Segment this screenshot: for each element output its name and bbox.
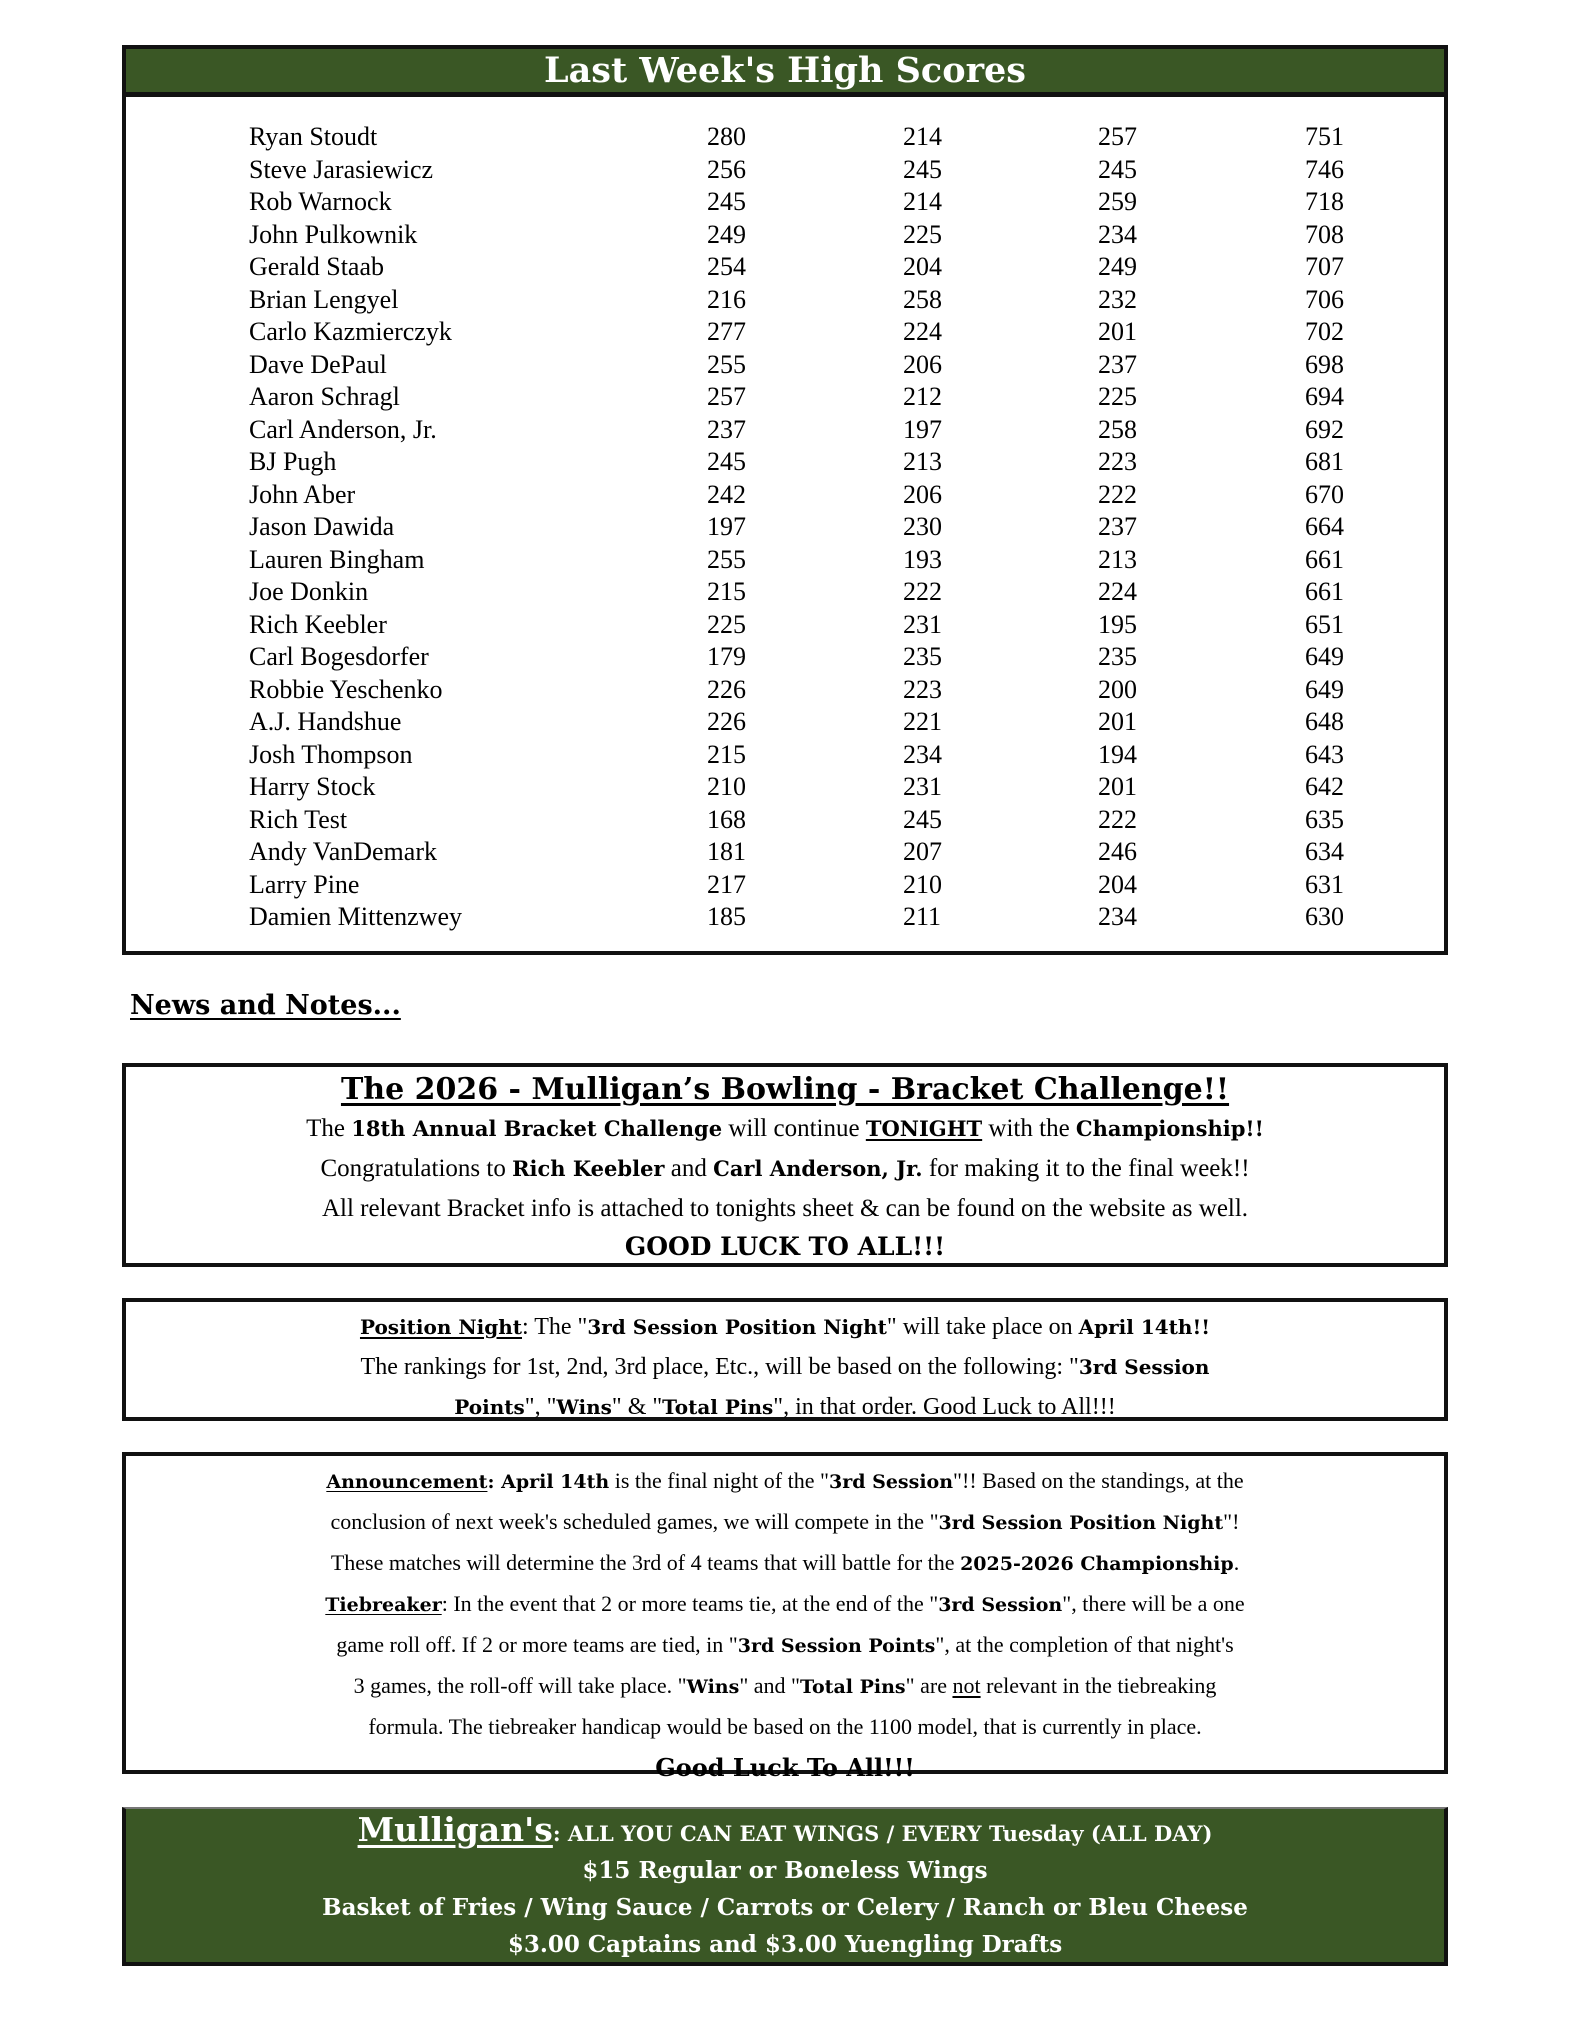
emphasis: Carl Anderson, Jr. <box>713 1156 923 1181</box>
game-1-score: 249 <box>707 219 746 249</box>
game-1-score: 277 <box>707 317 746 346</box>
game-2-score: 214 <box>903 187 942 216</box>
emphasis: Championship!! <box>1075 1116 1264 1141</box>
emphasis: April 14th!! <box>1078 1315 1211 1339</box>
text: . <box>1233 1550 1240 1575</box>
game-2-score: 222 <box>903 577 942 606</box>
emphasis: Points <box>454 1395 525 1419</box>
high-scores-title: Last Week's High Scores <box>126 49 1444 97</box>
mulligans-promo-banner <box>122 1807 1448 1966</box>
score-row <box>126 284 1444 317</box>
bowler-name: Steve Jarasiewicz <box>249 154 434 184</box>
game-1-score: 242 <box>707 479 746 509</box>
series-total: 706 <box>1305 284 1344 314</box>
score-row <box>126 381 1444 414</box>
game-3-score: 258 <box>1098 414 1137 444</box>
game-2-score: 193 <box>903 544 942 574</box>
text: and <box>664 1155 714 1182</box>
text: ", " <box>524 1394 557 1420</box>
bracket-line-1 <box>126 1109 1444 1149</box>
game-3-score: 195 <box>1098 609 1137 639</box>
bowler-name: Rich Test <box>249 804 348 834</box>
game-1-score: 226 <box>707 674 746 704</box>
emphasis: Rich Keebler <box>512 1156 665 1181</box>
game-2-score: 230 <box>903 512 942 541</box>
series-total: 751 <box>1305 122 1344 151</box>
text: : The " <box>522 1314 588 1340</box>
score-row <box>126 869 1444 902</box>
game-1-score: 179 <box>707 642 746 671</box>
score-row <box>126 901 1444 934</box>
series-total: 634 <box>1305 837 1344 866</box>
announcement-notice <box>122 1452 1448 1782</box>
series-total: 649 <box>1305 674 1344 704</box>
series-total: 698 <box>1305 349 1344 379</box>
promo-brand: Mulligan's <box>357 1810 553 1849</box>
game-2-score: 224 <box>903 317 942 346</box>
game-3-score: 237 <box>1098 349 1137 379</box>
promo-line-4: $3.00 Captains and $3.00 Yuengling Drafts <box>507 1931 1063 1958</box>
bowler-name: John Pulkownik <box>249 219 418 249</box>
series-total: 651 <box>1305 609 1344 639</box>
emphasis: 3rd Session Points <box>737 1635 936 1657</box>
game-2-score: 245 <box>903 154 942 184</box>
series-total: 649 <box>1305 642 1344 671</box>
announce-line-5 <box>126 1625 1444 1666</box>
news-heading: News and Notes... <box>130 990 401 1021</box>
game-1-score: 197 <box>707 512 746 541</box>
game-2-score: 235 <box>903 642 942 671</box>
emphasis: 3rd Session <box>1078 1355 1210 1379</box>
bowler-name: Carl Anderson, Jr. <box>249 414 437 444</box>
text: with the <box>982 1115 1076 1142</box>
game-1-score: 254 <box>707 252 746 281</box>
game-1-score: 225 <box>707 609 746 639</box>
game-1-score: 245 <box>707 447 746 476</box>
promo-line-3: Basket of Fries / Wing Sauce / Carrots or Celery / Ranch or Bleu Cheese <box>322 1894 1248 1921</box>
text: " & " <box>611 1394 663 1420</box>
bowler-name: Aaron Schragl <box>249 382 400 411</box>
emphasis: Total Pins <box>662 1395 774 1419</box>
series-total: 631 <box>1305 869 1344 899</box>
score-row <box>126 349 1444 382</box>
bowler-name: Josh Thompson <box>249 739 413 769</box>
game-3-score: 223 <box>1098 447 1137 476</box>
score-row <box>126 576 1444 609</box>
label: Tiebreaker <box>325 1594 442 1616</box>
announce-line-2 <box>126 1502 1444 1543</box>
bracket-line-2 <box>126 1149 1444 1189</box>
text: ", in that order. Good Luck to All!!! <box>773 1394 1116 1420</box>
bowler-name: Rich Keebler <box>249 609 387 639</box>
game-2-score: 225 <box>903 219 942 249</box>
game-1-score: 181 <box>707 837 746 866</box>
bowler-name: John Aber <box>249 479 356 509</box>
text: The rankings for 1st, 2nd, 3rd place, Etc., will be based on the following: " <box>360 1354 1079 1380</box>
bowler-name: Jason Dawida <box>249 512 395 541</box>
emphasis: Total Pins <box>800 1676 906 1698</box>
series-total: 707 <box>1305 252 1344 281</box>
score-row <box>126 511 1444 544</box>
game-2-score: 221 <box>903 707 942 736</box>
series-total: 718 <box>1305 187 1344 216</box>
position-line-1 <box>126 1307 1444 1347</box>
score-row <box>126 186 1444 219</box>
text: " and " <box>739 1673 801 1698</box>
emphasis: Wins <box>556 1395 612 1419</box>
game-2-score: 213 <box>903 447 942 476</box>
game-2-score: 211 <box>903 902 942 931</box>
bowler-name: Dave DePaul <box>249 349 387 379</box>
game-1-score: 226 <box>707 707 746 736</box>
text: Congratulations to <box>320 1155 513 1182</box>
bowler-name: Lauren Bingham <box>249 544 425 574</box>
announce-line-4 <box>126 1584 1444 1625</box>
emphasis: 18th Annual Bracket Challenge <box>351 1116 723 1141</box>
series-total: 702 <box>1305 317 1344 346</box>
text: : In the event that 2 or more teams tie, at the end of the " <box>441 1591 939 1616</box>
series-total: 661 <box>1305 577 1344 606</box>
emphasis: Wins <box>686 1676 740 1698</box>
score-row <box>126 544 1444 577</box>
promo-line-2: $15 Regular or Boneless Wings <box>582 1857 988 1884</box>
series-total: 642 <box>1305 772 1344 801</box>
game-3-score: 194 <box>1098 739 1137 769</box>
text: " will take place on <box>886 1314 1079 1340</box>
game-1-score: 215 <box>707 739 746 769</box>
game-2-score: 214 <box>903 122 942 151</box>
score-row <box>126 739 1444 772</box>
emphasis: 3rd Session Position Night <box>938 1512 1224 1534</box>
score-row <box>126 771 1444 804</box>
announce-line-7: formula. The tiebreaker handicap would be based on the 1100 model, that is currently in place. <box>368 1714 1202 1739</box>
series-total: 630 <box>1305 902 1344 931</box>
score-row <box>126 804 1444 837</box>
text: game roll off. If 2 or more teams are tied, in " <box>336 1632 738 1657</box>
emphasis: TONIGHT <box>865 1116 983 1141</box>
promo-line-1 <box>126 1811 1444 1852</box>
game-3-score: 249 <box>1098 252 1137 281</box>
game-2-score: 210 <box>903 869 942 899</box>
game-2-score: 204 <box>903 252 942 281</box>
game-3-score: 204 <box>1098 869 1137 899</box>
bowler-name: Rob Warnock <box>249 187 392 216</box>
game-1-score: 256 <box>707 154 746 184</box>
bowler-name: Larry Pine <box>249 869 360 899</box>
announce-closing: Good Luck To All!!! <box>655 1753 915 1782</box>
series-total: 648 <box>1305 707 1344 736</box>
game-2-score: 231 <box>903 772 942 801</box>
promo-headline: : ALL YOU CAN EAT WINGS / EVERY Tuesday (ALL DAY) <box>552 1821 1213 1846</box>
game-1-score: 255 <box>707 544 746 574</box>
game-3-score: 245 <box>1098 154 1137 184</box>
underlined-text: not <box>952 1673 981 1698</box>
score-row <box>126 446 1444 479</box>
game-1-score: 245 <box>707 187 746 216</box>
bowler-name: Ryan Stoudt <box>249 122 378 151</box>
position-night-notice <box>122 1298 1448 1421</box>
announce-line-1 <box>126 1461 1444 1502</box>
bowler-name: Harry Stock <box>249 772 376 801</box>
game-1-score: 255 <box>707 349 746 379</box>
bowler-name: Brian Lengyel <box>249 284 399 314</box>
game-3-score: 257 <box>1098 122 1137 151</box>
game-3-score: 232 <box>1098 284 1137 314</box>
game-3-score: 222 <box>1098 479 1137 509</box>
game-3-score: 234 <box>1098 902 1137 931</box>
text: These matches will determine the 3rd of 4 teams that will battle for the <box>330 1550 961 1575</box>
game-2-score: 207 <box>903 837 942 866</box>
game-3-score: 225 <box>1098 382 1137 411</box>
bracket-title: The 2026 - Mulligan’s Bowling - Bracket Challenge!! <box>340 1072 1230 1107</box>
text: "! <box>1223 1509 1240 1534</box>
game-3-score: 246 <box>1098 837 1137 866</box>
series-total: 661 <box>1305 544 1344 574</box>
game-2-score: 206 <box>903 349 942 379</box>
text: ", at the completion of that night's <box>935 1632 1234 1657</box>
score-row <box>126 219 1444 252</box>
series-total: 694 <box>1305 382 1344 411</box>
game-2-score: 231 <box>903 609 942 639</box>
bowler-name: Carlo Kazmierczyk <box>249 317 452 346</box>
text: ", there will be a one <box>1062 1591 1245 1616</box>
text: will continue <box>722 1115 866 1142</box>
game-2-score: 223 <box>903 674 942 704</box>
game-1-score: 257 <box>707 382 746 411</box>
game-3-score: 201 <box>1098 317 1137 346</box>
game-2-score: 234 <box>903 739 942 769</box>
bracket-challenge-notice <box>122 1063 1448 1267</box>
score-row <box>126 479 1444 512</box>
game-3-score: 234 <box>1098 219 1137 249</box>
game-3-score: 224 <box>1098 577 1137 606</box>
bowler-name: A.J. Handshue <box>249 707 402 736</box>
game-1-score: 185 <box>707 902 746 931</box>
bowler-name: Joe Donkin <box>249 577 369 606</box>
score-row <box>126 154 1444 187</box>
emphasis: 2025-2026 Championship <box>960 1553 1234 1575</box>
series-total: 670 <box>1305 479 1344 509</box>
game-3-score: 200 <box>1098 674 1137 704</box>
game-3-score: 201 <box>1098 772 1137 801</box>
announce-line-6 <box>126 1666 1444 1707</box>
series-total: 746 <box>1305 154 1344 184</box>
game-3-score: 222 <box>1098 804 1137 834</box>
game-1-score: 217 <box>707 869 746 899</box>
game-3-score: 201 <box>1098 707 1137 736</box>
text: 3 games, the roll-off will take place. " <box>353 1673 687 1698</box>
position-line-2 <box>126 1347 1444 1387</box>
emphasis: 3rd Session Position Night <box>587 1315 887 1339</box>
game-1-score: 210 <box>707 772 746 801</box>
emphasis: 3rd Session <box>828 1471 954 1493</box>
text: relevant in the tiebreaking <box>980 1673 1217 1698</box>
text: "!! Based on the standings, at the <box>953 1468 1244 1493</box>
score-row <box>126 836 1444 869</box>
bracket-line-3: All relevant Bracket info is attached to tonights sheet & can be found on the website as well. <box>321 1195 1249 1222</box>
text: conclusion of next week's scheduled games, we will compete in the " <box>330 1509 939 1534</box>
label: Announcement <box>326 1471 488 1493</box>
text: for making it to the final week!! <box>922 1155 1250 1182</box>
score-row <box>126 674 1444 707</box>
game-1-score: 215 <box>707 577 746 606</box>
bowler-name: Andy VanDemark <box>249 837 437 866</box>
bowler-name: Gerald Staab <box>249 252 385 281</box>
score-row <box>126 609 1444 642</box>
score-row <box>126 121 1444 154</box>
position-line-3 <box>126 1387 1444 1427</box>
game-2-score: 258 <box>903 284 942 314</box>
game-2-score: 206 <box>903 479 942 509</box>
game-3-score: 235 <box>1098 642 1137 671</box>
game-2-score: 245 <box>903 804 942 834</box>
bowler-name: Carl Bogesdorfer <box>249 642 429 671</box>
label: Position Night <box>359 1315 522 1339</box>
series-total: 643 <box>1305 739 1344 769</box>
score-row <box>126 706 1444 739</box>
text: The <box>306 1115 352 1142</box>
game-1-score: 280 <box>707 122 746 151</box>
bowler-name: BJ Pugh <box>249 447 337 476</box>
series-total: 681 <box>1305 447 1344 476</box>
game-3-score: 237 <box>1098 512 1137 541</box>
game-2-score: 212 <box>903 382 942 411</box>
bowler-name: Robbie Yeschenko <box>249 674 443 704</box>
bowler-name: Damien Mittenzwey <box>249 902 462 931</box>
game-3-score: 259 <box>1098 187 1137 216</box>
game-1-score: 237 <box>707 414 746 444</box>
series-total: 708 <box>1305 219 1344 249</box>
text: " are <box>905 1673 953 1698</box>
score-row <box>126 251 1444 284</box>
game-1-score: 168 <box>707 804 746 834</box>
score-row <box>126 316 1444 349</box>
game-3-score: 213 <box>1098 544 1137 574</box>
high-scores-table <box>126 121 1444 934</box>
series-total: 664 <box>1305 512 1344 541</box>
game-2-score: 197 <box>903 414 942 444</box>
series-total: 692 <box>1305 414 1344 444</box>
bracket-closing: GOOD LUCK TO ALL!!! <box>624 1232 946 1261</box>
game-1-score: 216 <box>707 284 746 314</box>
text: is the final night of the " <box>609 1468 829 1493</box>
announce-line-3 <box>126 1543 1444 1584</box>
score-row <box>126 641 1444 674</box>
series-total: 635 <box>1305 804 1344 834</box>
emphasis: 3rd Session <box>938 1594 1063 1616</box>
emphasis: : April 14th <box>487 1471 610 1493</box>
score-row <box>126 414 1444 447</box>
high-scores-panel <box>122 45 1448 955</box>
